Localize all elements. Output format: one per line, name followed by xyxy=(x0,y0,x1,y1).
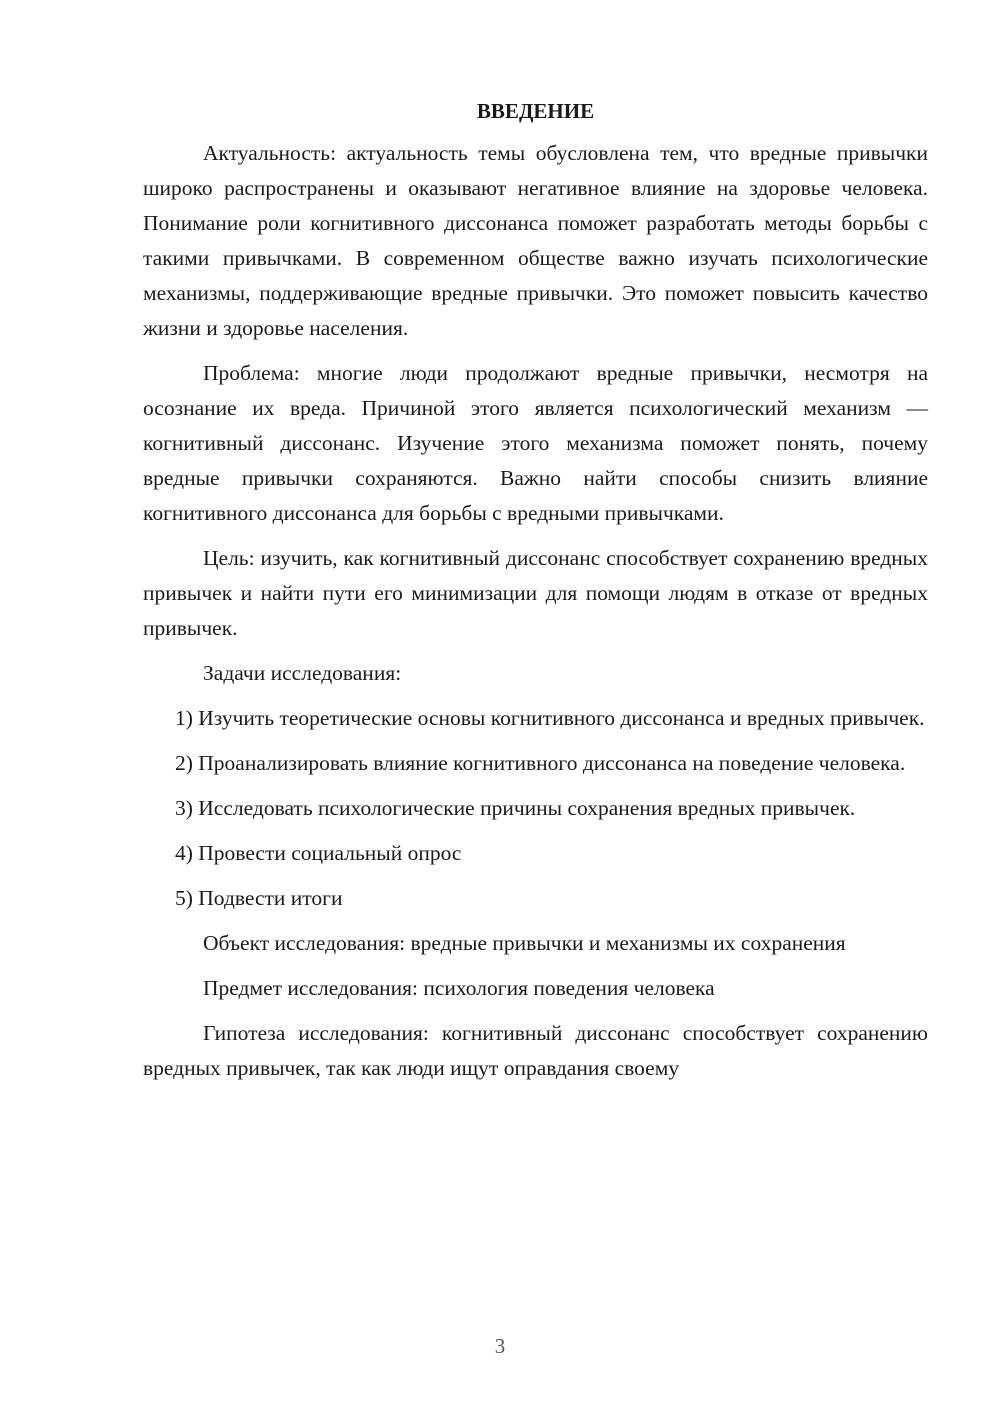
task-item: 3) Исследовать психологические причины сохранения вредных привычек. xyxy=(175,796,856,820)
task-item: 1) Изучить теоретические основы когнитивного диссонанса и вредных привычек. xyxy=(175,706,925,730)
goal-paragraph: Цель: изучить, как когнитивный диссонанс способствует сохранению вредных привычек и найти пути его минимизации для помощи людям в отказе от вредных привычек. xyxy=(143,546,928,640)
document-page xyxy=(143,96,928,1086)
page-number: 3 xyxy=(494,1334,506,1358)
problem-paragraph: Проблема: многие люди продолжают вредные привычки, несмотря на осознание их вреда. Причиной этого является психологический механизм — когнитивный диссонанс. Изучение этого механизма поможет понять, почему вредные привычки сохраняются. Важно найти способы снизить влияние когнитивного диссонанса для борьбы с вредными привычками. xyxy=(143,361,928,525)
hypothesis-paragraph: Гипотеза исследования: когнитивный диссонанс способствует сохранению вредных привычек, так как люди ищут оправдания своему xyxy=(143,1021,928,1080)
task-item: 5) Подвести итоги xyxy=(175,886,343,910)
section-title: ВВЕДЕНИЕ xyxy=(476,99,595,123)
relevance-paragraph: Актуальность: актуальность темы обусловлена тем, что вредные привычки широко распространены и оказывают негативное влияние на здоровье человека. Понимание роли когнитивного диссонанса поможет разработать методы борьбы с такими привычками. В современном обществе важно изучать психологические механизмы, поддерживающие вредные привычки. Это поможет повысить качество жизни и здоровье населения. xyxy=(143,141,928,340)
task-item: 4) Провести социальный опрос xyxy=(175,841,462,865)
subject-paragraph: Предмет исследования: психология поведения человека xyxy=(203,976,715,1000)
object-paragraph: Объект исследования: вредные привычки и механизмы их сохранения xyxy=(203,931,846,955)
tasks-heading: Задачи исследования: xyxy=(203,661,402,685)
task-item: 2) Проанализировать влияние когнитивного диссонанса на поведение человека. xyxy=(175,751,906,775)
